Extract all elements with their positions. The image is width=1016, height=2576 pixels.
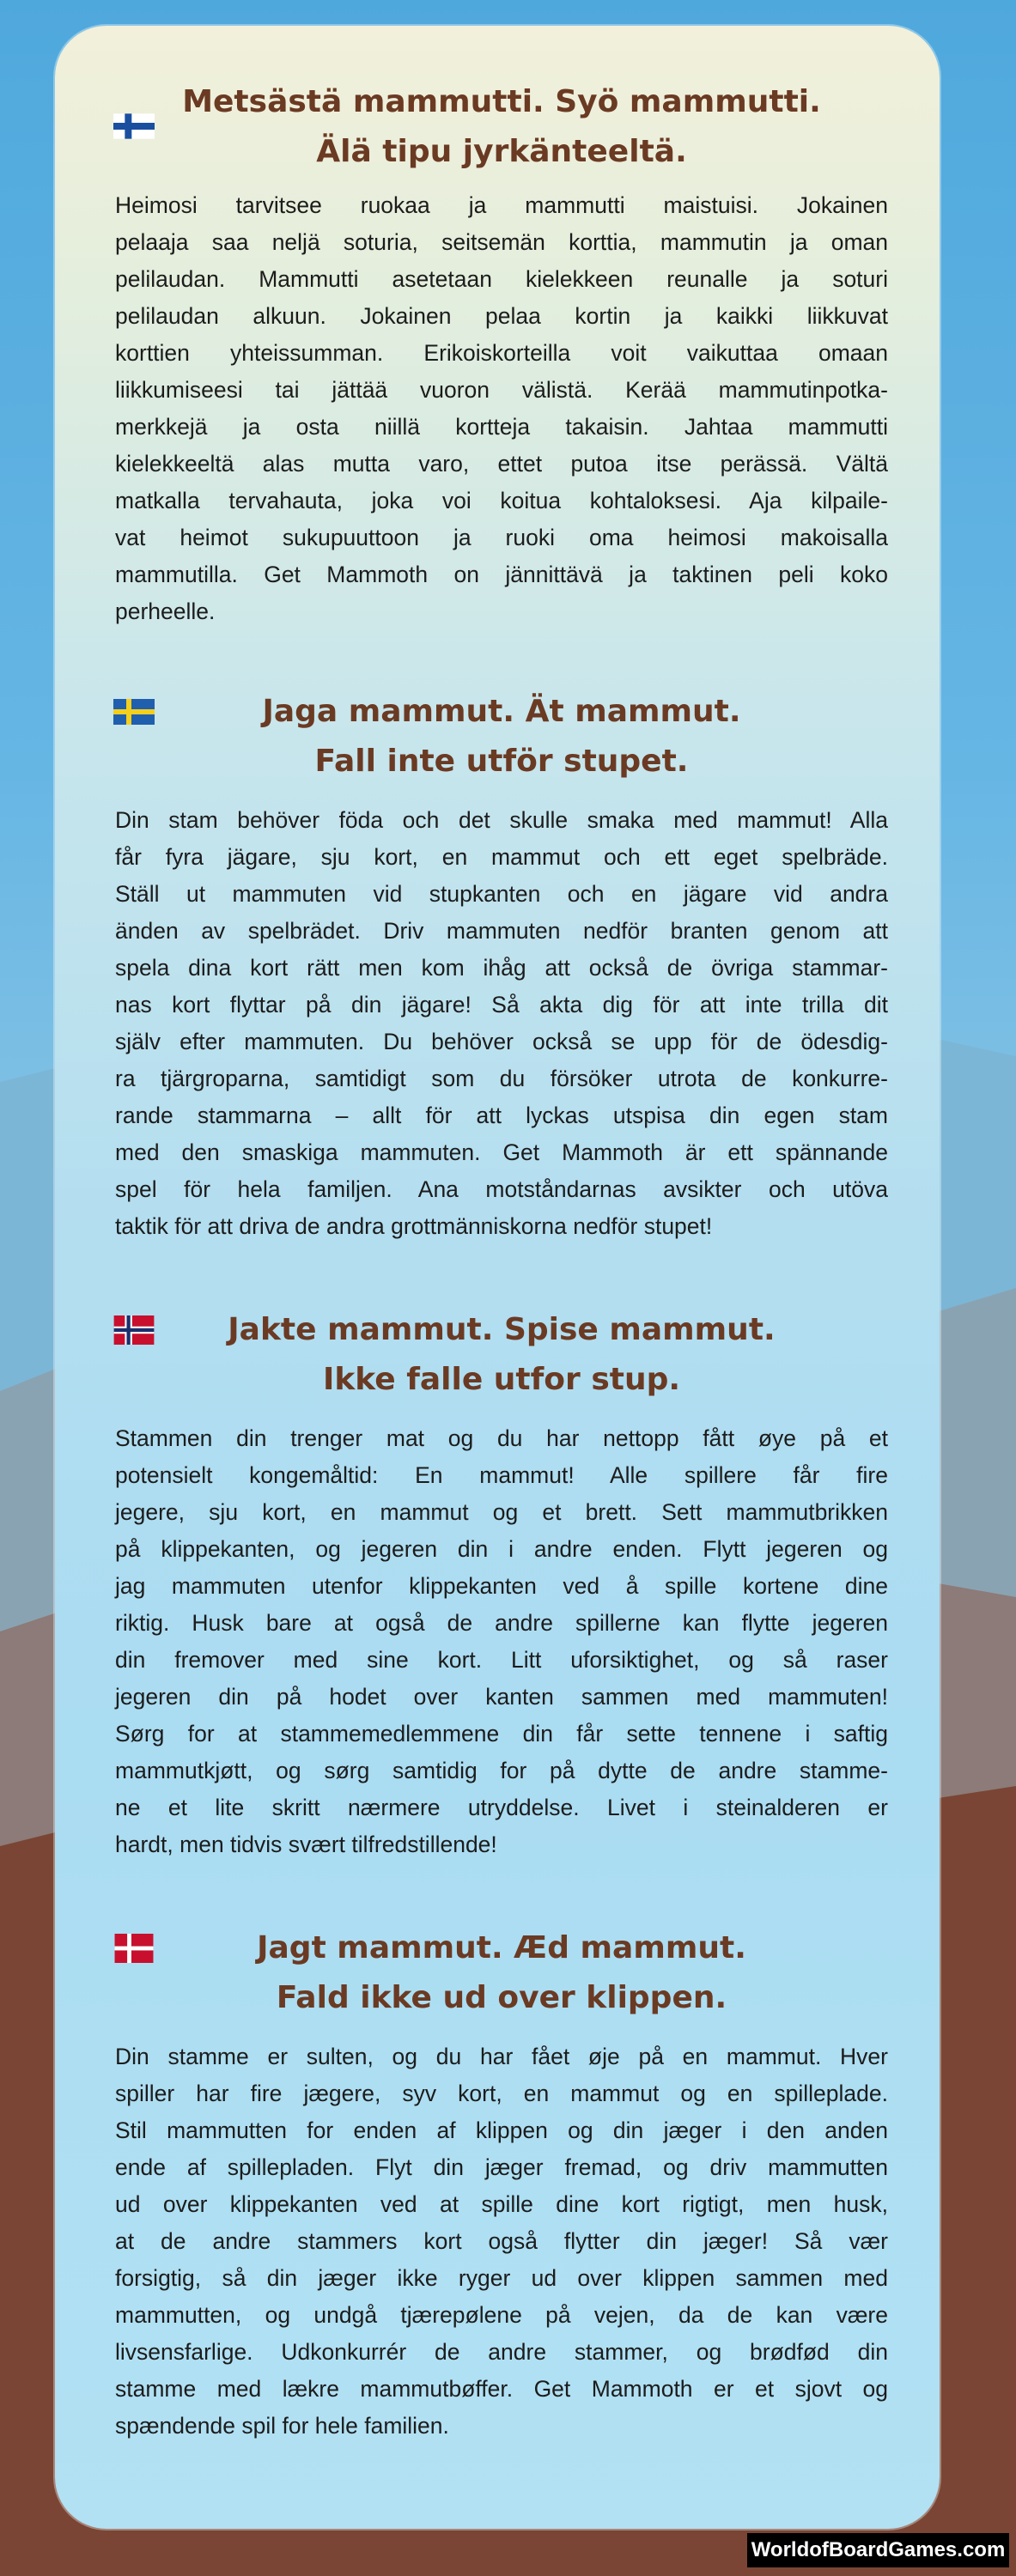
section-norwegian [115,1305,888,1863]
text-line: riktig. Husk bare at også de andre spillerne kan flytte jegeren [115,1610,888,1636]
text-line: jegeren din på hodet over kanten sammen med mammuten! [115,1684,888,1710]
section-heading [115,1923,888,2023]
text-line: rande stammarna – allt för att lyckas utspisa din egen stam [115,1103,888,1128]
text-line: pelilaudan alkuun. Jokainen pelaa kortin ja kaikki liikkuvat [115,303,888,329]
text-line: nas kort flyttar på din jägare! Så akta dig för att inte trilla dit [115,992,888,1018]
denmark-flag-icon [113,1934,155,1963]
text-line: spela dina kort rätt men kom ihåg att också de övriga stammar- [115,955,888,981]
text-line: Ställ ut mammuten vid stupkanten och en jägare vid andra [115,881,888,907]
text-line: ud over klippekanten ved at spille dine kort rigtigt, men husk, [115,2191,888,2217]
text-line: perheelle. [115,598,216,624]
text-line: Sørg for at stammemedlemmene din får sette tennene i saftig [115,1721,888,1747]
section-body [115,802,888,1245]
text-line: ne et lite skritt nærmere utryddelse. Livet i steinalderen er [115,1795,888,1820]
section-heading [115,77,888,177]
sweden-flag-icon [113,697,155,726]
text-line: på klippekanten, og jegeren din i andre enden. Flytt jegeren og [115,1536,888,1562]
norway-flag-icon [113,1315,155,1345]
text-line: ende af spillepladen. Flyt din jæger fremad, og driv mammutten [115,2154,888,2180]
text-line: kielekkeeltä alas mutta varo, ettet putoa itse perässä. Vältä [115,451,888,477]
text-line: merkkejä ja osta niillä kortteja takaisin. Jahtaa mammutti [115,414,888,440]
text-line: pelilaudan. Mammutti asetetaan kielekkeen reunalle ja soturi [115,266,888,292]
section-body [115,2038,888,2445]
text-line: spel för hela familjen. Ana motståndarnas avsikter och utöva [115,1176,888,1202]
text-line: änden av spelbrädet. Driv mammuten nedför branten genom att [115,918,888,944]
heading-line: Ikke falle utfor stup. [322,1362,681,1397]
heading-line: Jaga mammut. Ät mammut. [262,694,741,729]
text-line: spændende spil for hele familien. [115,2413,449,2439]
text-line: Stil mammutten for enden af klippen og din jæger i den anden [115,2117,888,2143]
heading-line: Metsästä mammutti. Syö mammutti. [182,84,821,119]
text-line: din fremover med sine kort. Litt uforsiktighet, og så raser [115,1647,888,1673]
section-body [115,1420,888,1863]
text-line: får fyra jägare, sju kort, en mammut och ett eget spelbräde. [115,844,888,870]
text-line: matkalla tervahauta, joka voi koitua kohtaloksesi. Aja kilpaile- [115,488,888,513]
watermark-badge: WorldofBoardGames.com [747,2533,1009,2567]
text-line: ra tjärgroparna, samtidigt som du försöker utrota de konkurre- [115,1066,888,1091]
section-danish [115,1923,888,2445]
text-line: potensielt kongemåltid: En mammut! Alle spillere får fire [115,1462,888,1488]
section-body [115,187,888,630]
text-line: vat heimot sukupuuttoon ja ruoki oma heimosi makoisalla [115,525,888,550]
heading-line: Älä tipu jyrkänteeltä. [316,134,687,169]
text-line: pelaaja saa neljä soturia, seitsemän korttia, mammutin ja oman [115,229,888,255]
text-line: Din stamme er sulten, og du har fået øje på en mammut. Hver [115,2044,888,2069]
text-line: liikkumiseesi tai jättää vuoron välistä. Kerää mammutinpotka- [115,377,888,403]
text-line: hardt, men tidvis svært tilfredstillende! [115,1832,497,1857]
text-line: jag mammuten utenfor klippekanten ved å spille kortene dine [115,1573,888,1599]
text-line: Heimosi tarvitsee ruokaa ja mammutti maistuisi. Jokainen [115,192,888,218]
heading-line: Jagt mammut. Æd mammut. [257,1930,746,1965]
text-line: med den smaskiga mammuten. Get Mammoth är ett spännande [115,1139,888,1165]
text-line: mammutilla. Get Mammoth on jännittävä ja taktinen peli koko [115,562,888,587]
text-line: taktik för att driva de andra grottmänniskorna nedför stupet! [115,1213,713,1239]
text-line: mammutten, og undgå tjærepølene på vejen, da de kan være [115,2302,888,2328]
section-swedish [115,687,888,1245]
heading-line: Fald ikke ud over klippen. [276,1980,727,2015]
text-panel [55,26,940,2529]
text-line: stamme med lækre mammutbøffer. Get Mammoth er et sjovt og [115,2376,888,2402]
text-line: spiller har fire jægere, syv kort, en mammut og en spilleplade. [115,2081,888,2106]
section-heading [115,1305,888,1405]
heading-line: Jakte mammut. Spise mammut. [228,1312,776,1347]
text-line: Din stam behöver föda och det skulle smaka med mammut! Alla [115,807,888,833]
text-line: själv efter mammuten. Du behöver också se upp för de ödesdig- [115,1029,888,1054]
text-line: forsigtig, så din jæger ikke ryger ud over klippen sammen med [115,2265,888,2291]
text-line: jegere, sju kort, en mammut og et brett. Sett mammutbrikken [115,1499,888,1525]
text-line: mammutkjøtt, og sørg samtidig for på dytte de andre stamme- [115,1758,888,1783]
text-line: at de andre stammers kort også flytter din jæger! Så vær [115,2228,888,2254]
text-line: livsensfarlige. Udkonkurrér de andre stammer, og brødfød din [115,2339,888,2365]
heading-line: Fall inte utför stupet. [314,744,689,779]
finland-flag-icon [113,112,155,141]
text-line: korttien yhteissumman. Erikoiskorteilla voit vaikuttaa omaan [115,340,888,366]
text-line: Stammen din trenger mat og du har nettopp fått øye på et [115,1425,888,1451]
section-finnish [115,77,888,630]
section-heading [115,687,888,787]
